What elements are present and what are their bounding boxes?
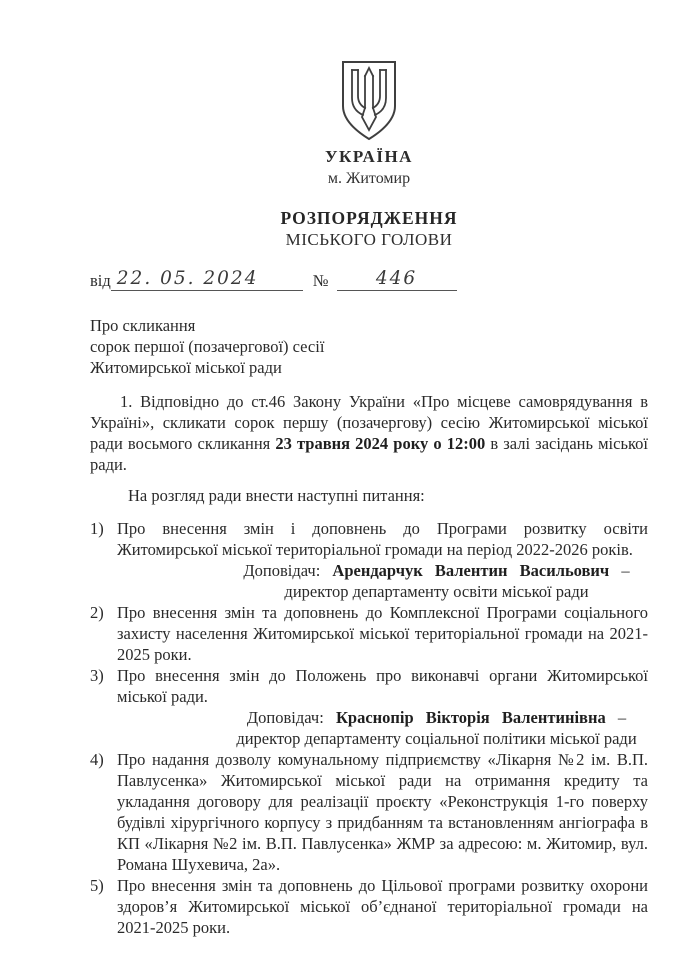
speaker-line	[225, 707, 648, 728]
item-text: Про внесення змін та доповнень до Комплексної Програми соціального захисту населення Житомирської міської територіальної громади на 2021-2025 роки.	[117, 603, 648, 664]
session-datetime: 23 травня 2024 року о 12:00	[275, 434, 486, 453]
item-number: 3)	[90, 666, 104, 685]
paragraph-1-tail: в залі засідань міської ради.	[90, 434, 648, 474]
city-name: м. Житомир	[327, 170, 411, 187]
date-prefix-label: від	[90, 271, 111, 290]
speaker-title: директор департаменту соціальної політики міської ради	[236, 729, 637, 748]
speaker-name: Арендарчук Валентин Васильович	[332, 561, 610, 580]
item-text: Про надання дозволу комунальному підприємству «Лікарня №2 ім. В.П. Павлусенка» Житомирської міської ради на отримання кредиту та укладання договору для реалізації проєкту «Реконструкція 1-го поверху будівлі хірургічного корпусу з придбанням та встановленням ангіографа в КП «Лікарня №2 ім. В.П. Павлусенка» ЖМР за адресою: м. Житомир, вул. Романа Шухевича, 2а».	[117, 750, 648, 874]
item-text: Про внесення змін до Положень про виконавчі органи Житомирської міської ради.	[117, 666, 648, 706]
document-header	[90, 60, 648, 250]
ukraine-trident-emblem-icon	[90, 60, 648, 142]
item-text: Про внесення змін та доповнень до Цільової програми розвитку охорони здоров’я Житомирської міської об’єднаної територіальної громади на 2021-2025 роки.	[117, 876, 648, 937]
trident-shield-icon	[336, 60, 402, 142]
agenda-item-3	[90, 665, 648, 749]
speaker-line	[225, 560, 648, 581]
document-type-line2: МІСЬКОГО ГОЛОВИ	[285, 230, 453, 249]
item-number: 1)	[90, 519, 104, 538]
number-sign: №	[312, 271, 329, 290]
speaker-block-2	[225, 707, 648, 749]
date-number-line	[90, 268, 648, 291]
item-text: Про внесення змін і доповнень до Програми розвитку освіти Житомирської міської територіальної громади на період 2022-2026 років.	[117, 519, 648, 559]
item-number: 4)	[90, 750, 104, 769]
handwritten-date: 22. 05. 2024	[111, 268, 303, 291]
speaker-label: Доповідач:	[246, 708, 324, 727]
speaker-block-1	[225, 560, 648, 602]
agenda-item-1	[90, 518, 648, 602]
speaker-dash: –	[617, 708, 627, 727]
speaker-name: Краснопір Вікторія Валентинівна	[335, 708, 606, 727]
item-number: 2)	[90, 603, 104, 622]
country-name: УКРАЇНА	[325, 147, 413, 166]
speaker-title: директор департаменту освіти міської ради	[284, 582, 589, 601]
speaker-dash: –	[621, 561, 630, 580]
speaker-label: Доповідач:	[243, 561, 321, 580]
paragraph-1	[90, 391, 648, 475]
handwritten-number: 446	[337, 268, 457, 291]
subject-block	[90, 315, 648, 378]
paragraph-1-text: 1. Відповідно до ст.46 Закону України «Про місцеве самоврядування в Україні», скликати сорок першу (позачергову) сесію Житомирської міської ради восьмого скликання	[90, 392, 648, 453]
agenda-intro: На розгляд ради внести наступні питання:	[128, 486, 425, 505]
agenda-item-5	[90, 875, 648, 938]
subject-line: Про скликання	[90, 316, 196, 335]
subject-line: Житомирської міської ради	[90, 358, 282, 377]
item-number: 5)	[90, 876, 104, 895]
document-type-line1: РОЗПОРЯДЖЕННЯ	[280, 208, 458, 228]
document-type	[90, 208, 648, 250]
subject-line: сорок першої (позачергової) сесії	[90, 337, 325, 356]
agenda-list	[90, 518, 648, 938]
agenda-item-2	[90, 602, 648, 665]
agenda-item-4	[90, 749, 648, 875]
